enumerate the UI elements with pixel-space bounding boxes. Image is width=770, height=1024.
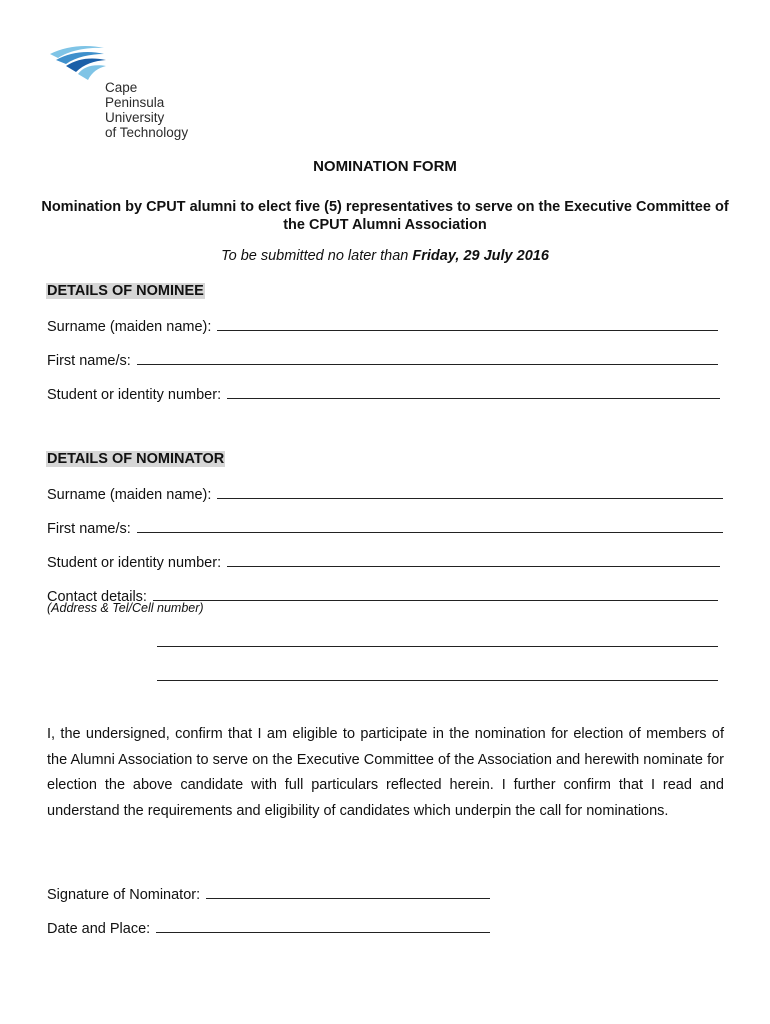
nominee-first-name-label: First name/s:	[47, 353, 135, 369]
nominee-surname-label: Surname (maiden name):	[47, 319, 216, 335]
nominator-first-name-line[interactable]	[137, 532, 723, 533]
signature-line[interactable]	[206, 898, 490, 899]
form-subtitle: Nomination by CPUT alumni to elect five (5) representatives to serve on the Executive Committee of the CPUT Alumni Association	[41, 199, 729, 233]
nominator-surname-field[interactable]	[47, 483, 723, 503]
nominator-contact-line[interactable]	[153, 600, 718, 601]
form-title: NOMINATION FORM	[313, 158, 457, 175]
nominator-contact-line-2[interactable]	[157, 646, 718, 647]
nominator-surname-line[interactable]	[217, 498, 723, 499]
nominee-heading-text: DETAILS OF NOMINEE	[47, 283, 204, 299]
date-place-line[interactable]	[156, 932, 490, 933]
nominator-contact-label: Contact details:	[47, 589, 151, 605]
date-place-field[interactable]	[47, 917, 490, 937]
logo-line: of Technology	[105, 125, 189, 140]
nominator-contact-line-3[interactable]	[157, 680, 718, 681]
nominee-section-heading	[46, 282, 205, 300]
nominee-id-field[interactable]	[47, 383, 720, 403]
signature-field[interactable]	[47, 883, 490, 903]
deadline-prefix: To be submitted no later than	[221, 248, 413, 264]
declaration-paragraph: I, the undersigned, confirm that I am eligible to participate in the nomination for election of members of the Alumni Association to serve on the Executive Committee of the Association and herewith nominate for election the above candidate with full particulars reflected herein. I further confirm that I read and understand the requirements and eligibility of candidates which underpin the call for nominations.	[47, 726, 724, 819]
nominee-first-name-field[interactable]	[47, 349, 718, 369]
nominee-surname-line[interactable]	[217, 330, 718, 331]
nominator-heading-text: DETAILS OF NOMINATOR	[47, 451, 225, 467]
nominator-section-heading	[46, 450, 225, 468]
nominator-id-line[interactable]	[227, 566, 720, 567]
logo-line: Cape	[105, 80, 138, 95]
cput-logo-text	[105, 80, 188, 140]
nominee-id-label: Student or identity number:	[47, 387, 226, 403]
nominee-first-name-line[interactable]	[137, 364, 718, 365]
nominee-surname-field[interactable]	[47, 315, 718, 335]
contact-details-note: (Address & Tel/Cell number)	[47, 601, 204, 615]
nominator-id-field[interactable]	[47, 551, 720, 571]
submission-deadline	[0, 248, 770, 264]
date-place-label: Date and Place:	[47, 921, 155, 937]
logo-line: University	[105, 110, 165, 125]
nominee-id-line[interactable]	[227, 398, 720, 399]
signature-label: Signature of Nominator:	[47, 887, 205, 903]
deadline-date: Friday, 29 July 2016	[412, 248, 549, 264]
nominator-first-name-label: First name/s:	[47, 521, 135, 537]
nominator-id-label: Student or identity number:	[47, 555, 226, 571]
nominator-first-name-field[interactable]	[47, 517, 723, 537]
nominator-surname-label: Surname (maiden name):	[47, 487, 216, 503]
logo-line: Peninsula	[105, 95, 165, 110]
cput-logo-wave-icon	[48, 44, 108, 86]
